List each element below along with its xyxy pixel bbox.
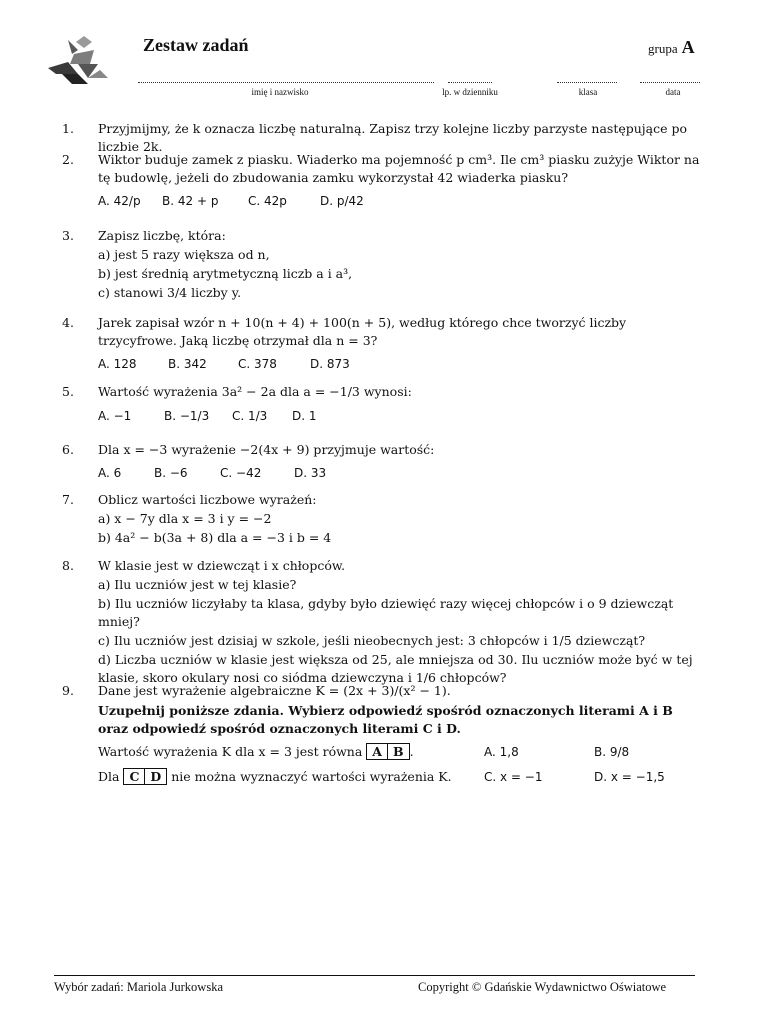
sub-item: a) Ilu uczniów jest w tej klasie?	[98, 577, 297, 592]
answer-options	[98, 192, 706, 210]
sub-item: c) stanowi 3/4 liczby y.	[98, 285, 242, 300]
task-9	[56, 682, 706, 790]
task-text: Dla x = −3 wyrażenie −2(4x + 9) przyjmuje wartość:	[98, 442, 435, 457]
task-number: 1.	[62, 121, 74, 136]
answer-c: C. 42p	[248, 194, 287, 208]
task-7	[56, 491, 706, 547]
answer-d: D. 33	[294, 466, 327, 480]
task-number: 6.	[62, 442, 74, 457]
option-d: D. x = −1,5	[594, 770, 665, 784]
task-number: 5.	[62, 384, 74, 399]
answer-b: B. −6	[154, 466, 188, 480]
name-field-line	[138, 74, 434, 83]
fill-in-line-1	[98, 743, 706, 765]
answer-a: A. 128	[98, 357, 137, 371]
sentence-start: Wartość wyrażenia K dla x = 3 jest równa	[98, 744, 363, 759]
sentence-start: Dla	[98, 769, 120, 784]
name-field-label: imię i nazwisko	[251, 87, 309, 97]
task-text: Dane jest wyrażenie algebraiczne K = (2x + 3)/(x² − 1).	[98, 683, 451, 698]
answer-d: D. p/42	[320, 194, 364, 208]
task-3	[56, 227, 706, 302]
task-8	[56, 557, 706, 687]
sub-item: b) 4a² − b(3a + 8) dla a = −3 i b = 4	[98, 530, 332, 545]
task-number: 9.	[62, 683, 74, 698]
task-number: 2.	[62, 152, 74, 167]
sentence-end: .	[409, 744, 414, 759]
footer-author: Wybór zadań: Mariola Jurkowska	[54, 980, 223, 994]
option-a: A. 1,8	[484, 745, 519, 759]
page-title: Zestaw zadań	[143, 35, 249, 55]
fill-in-line-2	[98, 768, 706, 790]
date-label: data	[665, 87, 681, 97]
answer-c: C. 378	[238, 357, 277, 371]
sub-item: a) x − 7y dla x = 3 i y = −2	[98, 511, 272, 526]
publisher-logo	[48, 34, 112, 88]
footer-copyright: Copyright © Gdańskie Wydawnictwo Oświatowe	[418, 980, 667, 994]
answer-b: B. 342	[168, 357, 207, 371]
sub-item: d) Liczba uczniów w klasie jest większa od 25, ale mniejsza od 30. Ilu uczniów może być w tej klasie, skoro okulary nosi co siódma dziewczyna i 1/6 chłopców?	[98, 652, 693, 685]
choice-box-c[interactable]: C	[123, 768, 145, 785]
option-c: C. x = −1	[484, 770, 543, 784]
register-number-field-line	[448, 74, 492, 83]
register-number-label: lp. w dzienniku	[442, 87, 498, 97]
task-5	[56, 383, 706, 425]
answer-a: A. 42/p	[98, 194, 141, 208]
sentence-end: nie można wyznaczyć wartości wyrażenia K.	[171, 769, 452, 784]
task-4	[56, 314, 706, 373]
task-number: 3.	[62, 228, 74, 243]
answer-d: D. 873	[310, 357, 350, 371]
answer-a: A. −1	[98, 409, 132, 423]
choice-box-a[interactable]: A	[366, 743, 388, 760]
task-text: Przyjmijmy, że k oznacza liczbę naturalną. Zapisz trzy kolejne liczby parzyste następujące po liczbie 2k.	[98, 121, 688, 154]
sub-item: b) Ilu uczniów liczyłaby ta klasa, gdyby było dziewięć razy więcej chłopców i o 9 dziewcząt mniej?	[98, 596, 674, 629]
date-field-line	[640, 74, 700, 83]
choice-box-d[interactable]: D	[145, 768, 167, 785]
answer-b: B. 42 + p	[162, 194, 219, 208]
sub-item: a) jest 5 razy większa od n,	[98, 247, 270, 262]
task-number: 7.	[62, 492, 74, 507]
task-text: W klasie jest w dziewcząt i x chłopców.	[98, 558, 346, 573]
task-instruction: Uzupełnij poniższe zdania. Wybierz odpowiedź spośród oznaczonych literami A i B oraz odpowiedź spośród oznaczonych literami C i D.	[98, 703, 673, 736]
task-text: Oblicz wartości liczbowe wyrażeń:	[98, 492, 317, 507]
group-indicator: grupa A	[648, 37, 695, 57]
class-label: klasa	[578, 87, 598, 97]
answer-options	[98, 407, 706, 425]
answer-c: C. 1/3	[232, 409, 268, 423]
option-b: B. 9/8	[594, 745, 630, 759]
task-text: Wartość wyrażenia 3a² − 2a dla a = −1/3 wynosi:	[98, 384, 412, 399]
task-6	[56, 441, 706, 482]
task-text: Wiktor buduje zamek z piasku. Wiaderko ma pojemność p cm³. Ile cm³ piasku zużyje Wiktor na tę budowlę, jeżeli do zbudowania zamku wykorzystał 42 wiaderka piasku?	[98, 152, 700, 185]
answer-options	[98, 355, 706, 373]
task-number: 4.	[62, 315, 74, 330]
task-text: Zapisz liczbę, która:	[98, 228, 226, 243]
answer-a: A. 6	[98, 466, 122, 480]
sub-item: c) Ilu uczniów jest dzisiaj w szkole, jeśli nieobecnych jest: 3 chłopców i 1/5 dziewcząt?	[98, 633, 646, 648]
answer-options	[98, 464, 706, 482]
task-text: Jarek zapisał wzór n + 10(n + 4) + 100(n + 5), według którego chce tworzyć liczby trzycyfrowe. Jaką liczbę otrzymał dla n = 3?	[98, 315, 627, 348]
answer-c: C. −42	[220, 466, 262, 480]
task-2	[56, 151, 706, 210]
choice-box-b[interactable]: B	[388, 743, 410, 760]
footer-divider	[54, 975, 695, 976]
class-field-line	[557, 74, 617, 83]
task-number: 8.	[62, 558, 74, 573]
answer-b: B. −1/3	[164, 409, 210, 423]
answer-d: D. 1	[292, 409, 317, 423]
sub-item: b) jest średnią arytmetyczną liczb a i a³,	[98, 266, 353, 281]
